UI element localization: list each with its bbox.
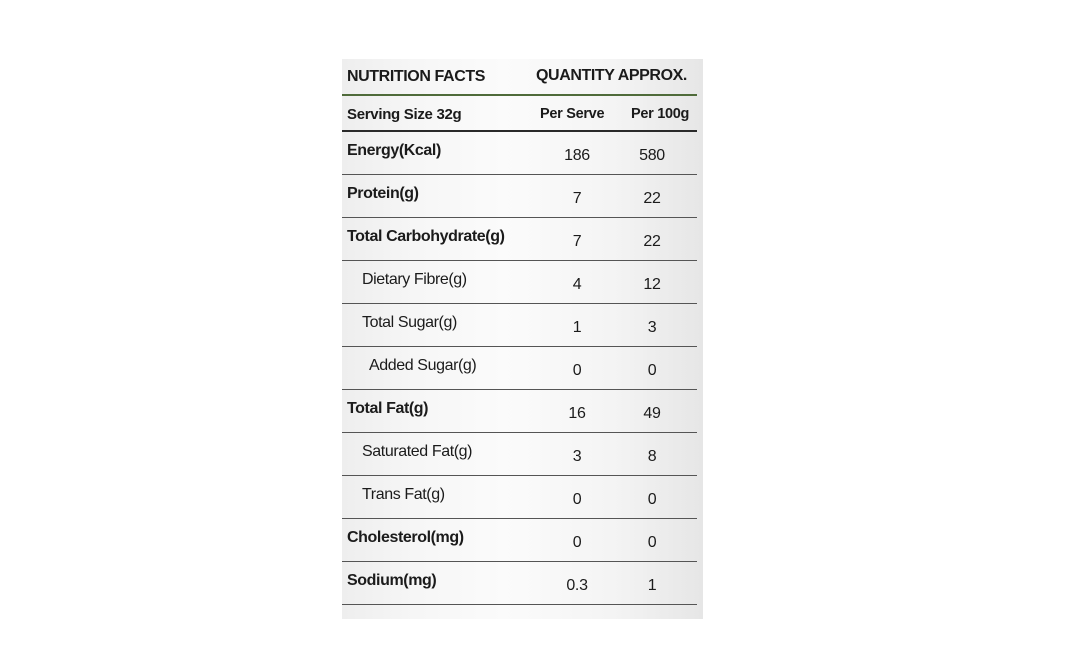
nutrient-name: Added Sugar(g) — [369, 357, 477, 374]
per-100g-value: 0 — [647, 491, 657, 508]
per-100g-value: 580 — [639, 147, 665, 164]
per-serve-value: 0 — [572, 362, 582, 379]
per-serve-value: 4 — [572, 276, 582, 293]
nutrient-name: Saturated Fat(g) — [362, 443, 473, 460]
nutrient-row-carbohydrate — [342, 218, 697, 261]
nutrient-name: Cholesterol(mg) — [347, 529, 464, 546]
nutrient-row-energy — [342, 132, 697, 175]
per-serve-value: 0 — [572, 534, 582, 551]
nutrient-row-total-sugar — [342, 304, 697, 347]
nutrition-label — [342, 59, 703, 619]
per-serve-value: 0.3 — [566, 577, 588, 594]
nutrient-table — [342, 132, 697, 605]
per-serve-value: 186 — [564, 147, 590, 164]
per-100g-header: Per 100g — [631, 106, 690, 122]
per-100g-value: 22 — [643, 190, 661, 207]
nutrient-row-sodium — [342, 562, 697, 605]
nutrition-facts-title: NUTRITION FACTS — [347, 68, 485, 85]
nutrient-name: Energy(Kcal) — [347, 142, 441, 159]
per-serve-value: 7 — [572, 190, 582, 207]
per-100g-value: 3 — [647, 319, 657, 336]
nutrient-name: Total Carbohydrate(g) — [347, 228, 505, 245]
nutrient-row-dietary-fibre — [342, 261, 697, 304]
per-100g-value: 1 — [647, 577, 657, 594]
per-100g-value: 12 — [643, 276, 661, 293]
nutrient-row-added-sugar — [342, 347, 697, 390]
per-serve-header: Per Serve — [540, 106, 605, 122]
quantity-approx-title: QUANTITY APPROX. — [536, 67, 687, 84]
per-serve-value: 7 — [572, 233, 582, 250]
nutrient-row-protein — [342, 175, 697, 218]
label-header — [342, 59, 697, 96]
per-100g-value: 0 — [647, 362, 657, 379]
nutrient-name: Total Fat(g) — [347, 400, 429, 417]
nutrient-name: Protein(g) — [347, 185, 419, 202]
serving-size-row — [342, 96, 697, 132]
per-serve-value: 16 — [568, 405, 586, 422]
nutrient-name: Sodium(mg) — [347, 572, 437, 589]
per-serve-value: 3 — [572, 448, 582, 465]
per-serve-value: 1 — [572, 319, 582, 336]
nutrient-name: Dietary Fibre(g) — [362, 271, 467, 288]
per-100g-value: 22 — [643, 233, 661, 250]
nutrient-row-total-fat — [342, 390, 697, 433]
nutrient-name: Trans Fat(g) — [362, 486, 445, 503]
nutrient-row-trans-fat — [342, 476, 697, 519]
nutrient-row-saturated-fat — [342, 433, 697, 476]
per-serve-value: 0 — [572, 491, 582, 508]
serving-size-label: Serving Size 32g — [347, 106, 462, 123]
per-100g-value: 0 — [647, 534, 657, 551]
per-100g-value: 8 — [647, 448, 657, 465]
nutrient-row-cholesterol — [342, 519, 697, 562]
nutrient-name: Total Sugar(g) — [362, 314, 457, 331]
per-100g-value: 49 — [643, 405, 661, 422]
